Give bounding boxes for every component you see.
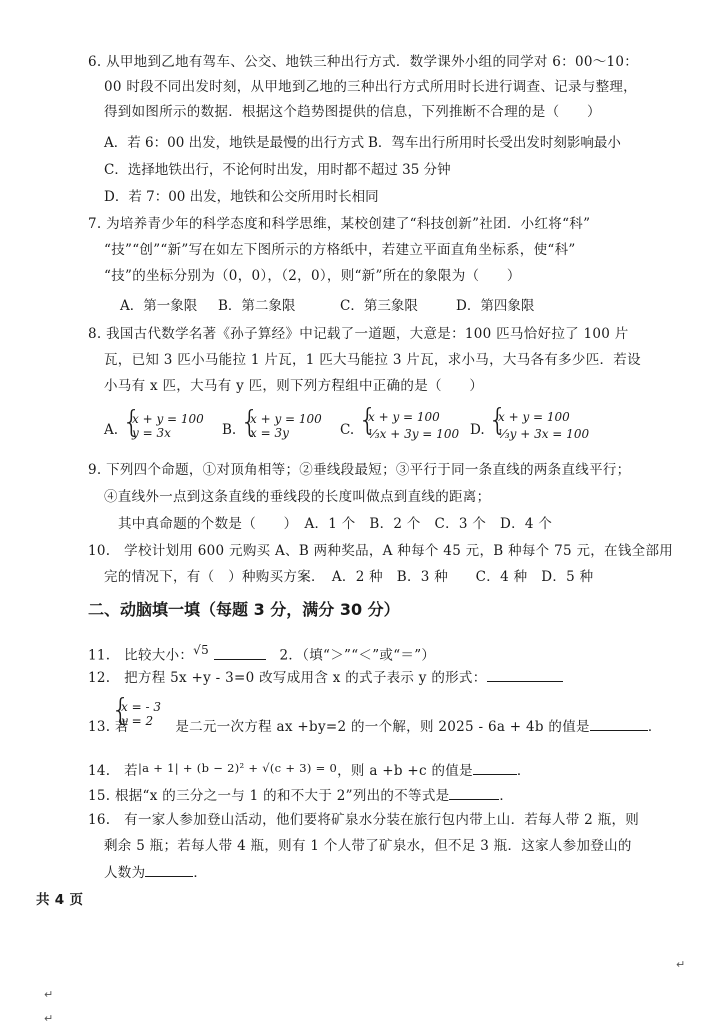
q11-answer-blank[interactable] — [214, 645, 266, 660]
q7-line2: “技”“创”“新”写在如左下图所示的方格纸中，若建立平面直角坐标系，使“科” — [104, 242, 576, 258]
q8-b-eq1: x + y = 100 — [250, 412, 322, 426]
q8-option-b-system — [240, 405, 322, 440]
q10-line2: 完的情况下，有（ ）种购买方案． A．2 种 B．3 种 C．4 种 D．5 种 — [104, 569, 594, 585]
q15-end: ． — [499, 788, 514, 804]
q6-option-d: D．若 7：00 出发，地铁和公交所用时长相同 — [104, 189, 379, 205]
q6-line3: 得到如图所示的数据．根据这个趋势图提供的信息，下列推断不合理的是（ ） — [104, 104, 601, 120]
q12-answer-blank[interactable] — [487, 667, 563, 682]
q14-prefix: 14. 若 — [88, 763, 138, 779]
q7-option-d: D．第四象限 — [456, 298, 535, 314]
q11-expr: √5 — [193, 643, 210, 657]
q13-suffix: 是二元一次方程 ax +by=2 的一个解，则 2025 - 6a + 4b 的值是 — [170, 719, 590, 735]
q9-line2: ④直线外一点到这条直线的垂线段的长度叫做点到直线的距离； — [104, 489, 491, 505]
q13-eq2: y = 2 — [121, 714, 154, 728]
q6-option-a: A．若 6：00 出发，地铁是最慢的出行方式 — [104, 135, 365, 151]
q6-line2: 00 时段不同出发时刻，从甲地到乙地的三种出行方式所用时长进行调查、记录与整理， — [104, 79, 637, 95]
q7-line1: 7. 为培养青少年的科学态度和科学思维，某校创建了“科技创新”社团．小红将“科” — [88, 216, 591, 232]
q7-line3: “技”的坐标分别为（0，0），（2，0），则“新”所在的象限为（ ） — [104, 268, 521, 284]
q7-option-c: C．第三象限 — [340, 298, 418, 314]
q16-line3-text: 人数为 — [104, 865, 146, 881]
q13-system — [111, 693, 161, 728]
q10-line1: 10. 学校计划用 600 元购买 A、B 两种奖品，A 种每个 45 元，B 种每个 75 元，在钱全部用 — [88, 543, 674, 559]
q8-a-eq2: y = 3x — [132, 426, 171, 440]
brace-icon: { — [488, 403, 508, 438]
q13-end: ． — [647, 719, 662, 735]
q15 — [88, 785, 513, 806]
q8-a-eq1: x + y = 100 — [132, 412, 204, 426]
q11-prefix: 11. 比较大小： — [88, 647, 194, 664]
section-2-heading: 二、动脑填一填（每题 3 分，满分 30 分） — [88, 600, 400, 619]
q6-line1: 6. 从甲地到乙地有驾车、公交、地铁三种出行方式．数学课外小组的同学对 6：00～10： — [88, 54, 639, 70]
q9-line3: 其中真命题的个数是（ ） A．1 个 B．2 个 C．3 个 D．4 个 — [118, 516, 553, 532]
q14-end: ． — [516, 763, 531, 779]
q14 — [88, 758, 531, 781]
q9-line1: 9. 下列四个命题，①对顶角相等；②垂线段最短；③平行于同一条直线的两条直线平行； — [88, 462, 631, 478]
q8-line2: 瓦，已知 3 匹小马能拉 1 片瓦，1 匹大马能拉 3 片瓦，求小马，大马各有多少匹．若设 — [104, 352, 641, 368]
q16-answer-blank[interactable] — [145, 862, 193, 877]
brace-icon: { — [122, 405, 142, 440]
q8-option-c-label: C. — [340, 422, 355, 438]
q15-answer-blank[interactable] — [449, 785, 499, 800]
q11-suffix: 2．（填“＞”“＜”或“＝”） — [265, 647, 436, 664]
q8-c-eq2: ⅓x + 3y = 100 — [368, 427, 460, 441]
q8-d-eq2: ⅓y + 3x = 100 — [498, 427, 590, 441]
q15-prefix: 15. 根据“x 的三分之一与 1 的和不大于 2”列出的不等式是 — [88, 788, 450, 804]
q8-option-c-system — [358, 403, 460, 441]
q8-option-d-label: D. — [470, 422, 485, 438]
q13-answer-blank[interactable] — [590, 716, 648, 731]
q16-end: ． — [193, 865, 208, 881]
q8-option-d-system — [488, 403, 590, 441]
q8-option-a-label: A. — [104, 422, 119, 438]
page-footer: 共 4 页 — [36, 892, 84, 908]
brace-icon: { — [358, 403, 378, 438]
q16-line3 — [104, 862, 207, 883]
q8-c-eq1: x + y = 100 — [368, 410, 440, 424]
q14-expr: |a + 1| + (b − 2)² + √(c + 3) = 0 — [137, 761, 338, 775]
return-mark-icon: ↵ — [676, 958, 686, 971]
q14-suffix: ，则 a +b +c 的值是 — [337, 763, 473, 779]
return-mark-icon: ↵ — [44, 1012, 54, 1025]
q6-option-c: C．选择地铁出行，不论何时出发，用时都不超过 35 分钟 — [104, 162, 451, 178]
q8-line1: 8. 我国古代数学名著《孙子算经》中记载了一道题，大意是：100 匹马恰好拉了 100 片 — [88, 326, 629, 342]
q8-line3: 小马有 x 匹，大马有 y 匹，则下列方程组中正确的是（ ） — [104, 378, 484, 394]
brace-icon: { — [111, 693, 131, 728]
q16-line2: 剩余 5 瓶；若每人带 4 瓶，则有 1 个人带了矿泉水，但不足 3 瓶．这家人参加登山的 — [104, 838, 632, 854]
q14-answer-blank[interactable] — [473, 760, 517, 775]
q13-eq1: x = - 3 — [121, 700, 161, 714]
q8-d-eq1: x + y = 100 — [498, 410, 570, 424]
q11 — [88, 640, 435, 666]
q8-b-eq2: x = 3y — [250, 426, 289, 440]
q13-prefix: 13. 若 — [88, 719, 129, 735]
return-mark-icon: ↵ — [44, 988, 54, 1001]
q7-option-a: A．第一象限 — [120, 298, 198, 314]
q13 — [88, 716, 662, 737]
q7-option-b: B．第二象限 — [218, 298, 296, 314]
q6-option-b: B．驾车出行所用时长受出发时刻影响最小 — [368, 135, 621, 151]
q12 — [88, 667, 563, 688]
q8-option-b-label: B. — [222, 422, 237, 438]
q12-text: 12. 把方程 5x +y - 3=0 改写成用含 x 的式子表示 y 的形式： — [88, 670, 487, 686]
q8-option-a-system — [122, 405, 204, 440]
q16-line1: 16. 有一家人参加登山活动，他们要将矿泉水分装在旅行包内带上山．若每人带 2 瓶，则 — [88, 812, 640, 828]
brace-icon: { — [240, 405, 260, 440]
